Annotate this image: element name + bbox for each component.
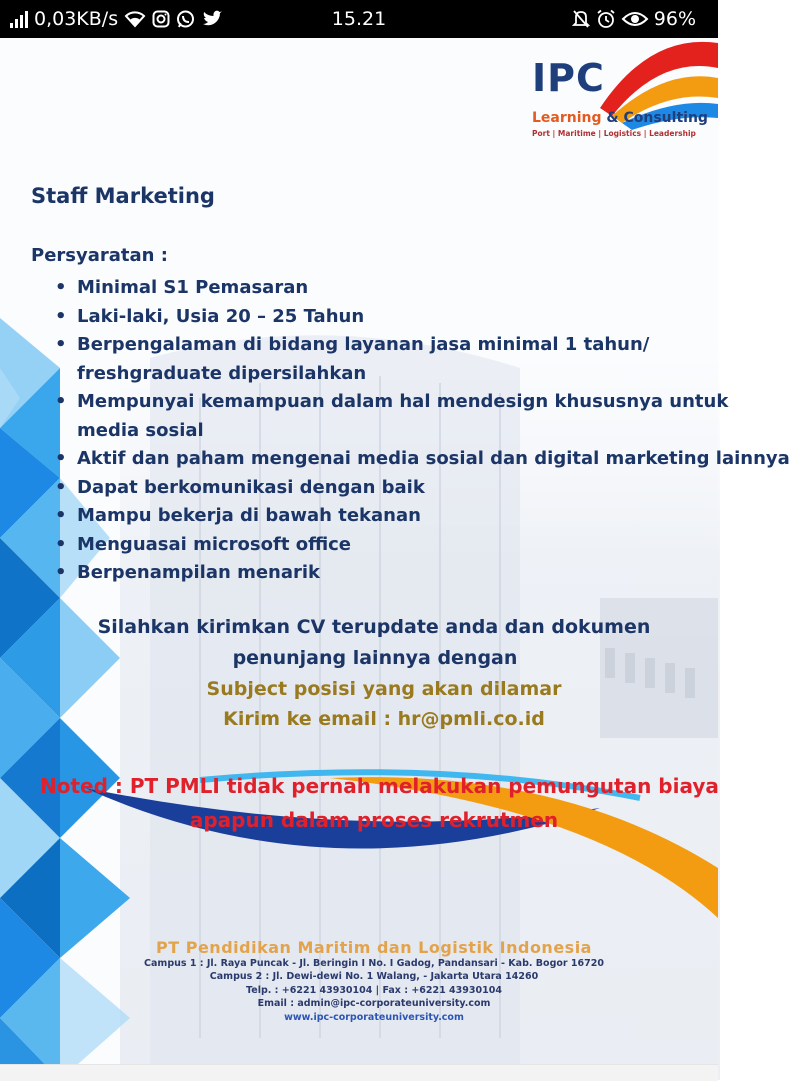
requirements-heading: Persyaratan :	[31, 245, 168, 266]
alarm-icon	[596, 9, 616, 29]
list-item: • Dapat berkomunikasi dengan baik	[52, 474, 732, 503]
job-poster-image	[0, 38, 790, 1080]
cta-line-1: Silahkan kirimkan CV terupdate anda dan dokumen	[97, 616, 651, 638]
bottom-edge	[0, 1064, 718, 1081]
logo-brand: IPC	[532, 56, 605, 100]
notice-line-1: Noted : PT PMLI tidak pernah melakukan pemungutan biaya	[40, 774, 719, 798]
cta-line-2: penunjang lainnya dengan	[232, 647, 518, 669]
list-item: • Berpenampilan menarik	[52, 559, 732, 588]
footer-email: Email : admin@ipc-corporateuniversity.com	[257, 998, 491, 1010]
logo-subtitle: Learning & Consulting	[532, 110, 708, 126]
clock: 15.21	[331, 8, 387, 30]
status-bar	[0, 0, 718, 38]
company-name: PT Pendidikan Maritim dan Logistik Indonesia	[156, 938, 592, 957]
cta-email: Kirim ke email : hr@pmli.co.id	[223, 708, 545, 730]
notice-line-2: apapun dalam proses rekrutmen	[189, 808, 559, 832]
logo-tagline: Port | Maritime | Logistics | Leadership	[532, 129, 696, 138]
campus-1-address: Campus 1 : Jl. Raya Puncak - Jl. Beringin I No. I Gadog, Pandansari - Kab. Bogor 16720	[144, 958, 604, 969]
list-item: • Menguasai microsoft office	[52, 531, 732, 560]
list-item: • Minimal S1 Pemasaran	[52, 274, 732, 303]
list-item: • Berpengalaman di bidang layanan jasa minimal 1 tahun/ freshgraduate dipersilahkan	[52, 331, 732, 388]
network-speed: 0,03KB/s	[34, 8, 119, 30]
job-title: Staff Marketing	[31, 184, 215, 208]
campus-2-address: Campus 2 : Jl. Dewi-dewi No. 1 Walang, - Jakarta Utara 14260	[209, 971, 539, 983]
ipc-logo	[530, 38, 730, 148]
battery-level: 96%	[653, 8, 696, 30]
phone-fax: Telp. : +6221 43930104 | Fax : +6221 43930104	[246, 984, 502, 996]
list-item: • Mempunyai kemampuan dalam hal mendesign khususnya untuk media sosial	[52, 388, 732, 445]
requirements-list	[52, 274, 790, 588]
list-item: • Aktif dan paham mengenai media sosial dan digital marketing lainnya	[52, 445, 732, 474]
footer-contact	[0, 938, 718, 1024]
eye-icon	[622, 10, 648, 28]
mute-icon	[572, 9, 590, 29]
list-item: • Laki-laki, Usia 20 – 25 Tahun	[52, 303, 732, 332]
cta-subject: Subject posisi yang akan dilamar	[206, 678, 562, 700]
list-item: • Mampu bekerja di bawah tekanan	[52, 502, 732, 531]
footer-website: www.ipc-corporateuniversity.com	[284, 1011, 464, 1023]
